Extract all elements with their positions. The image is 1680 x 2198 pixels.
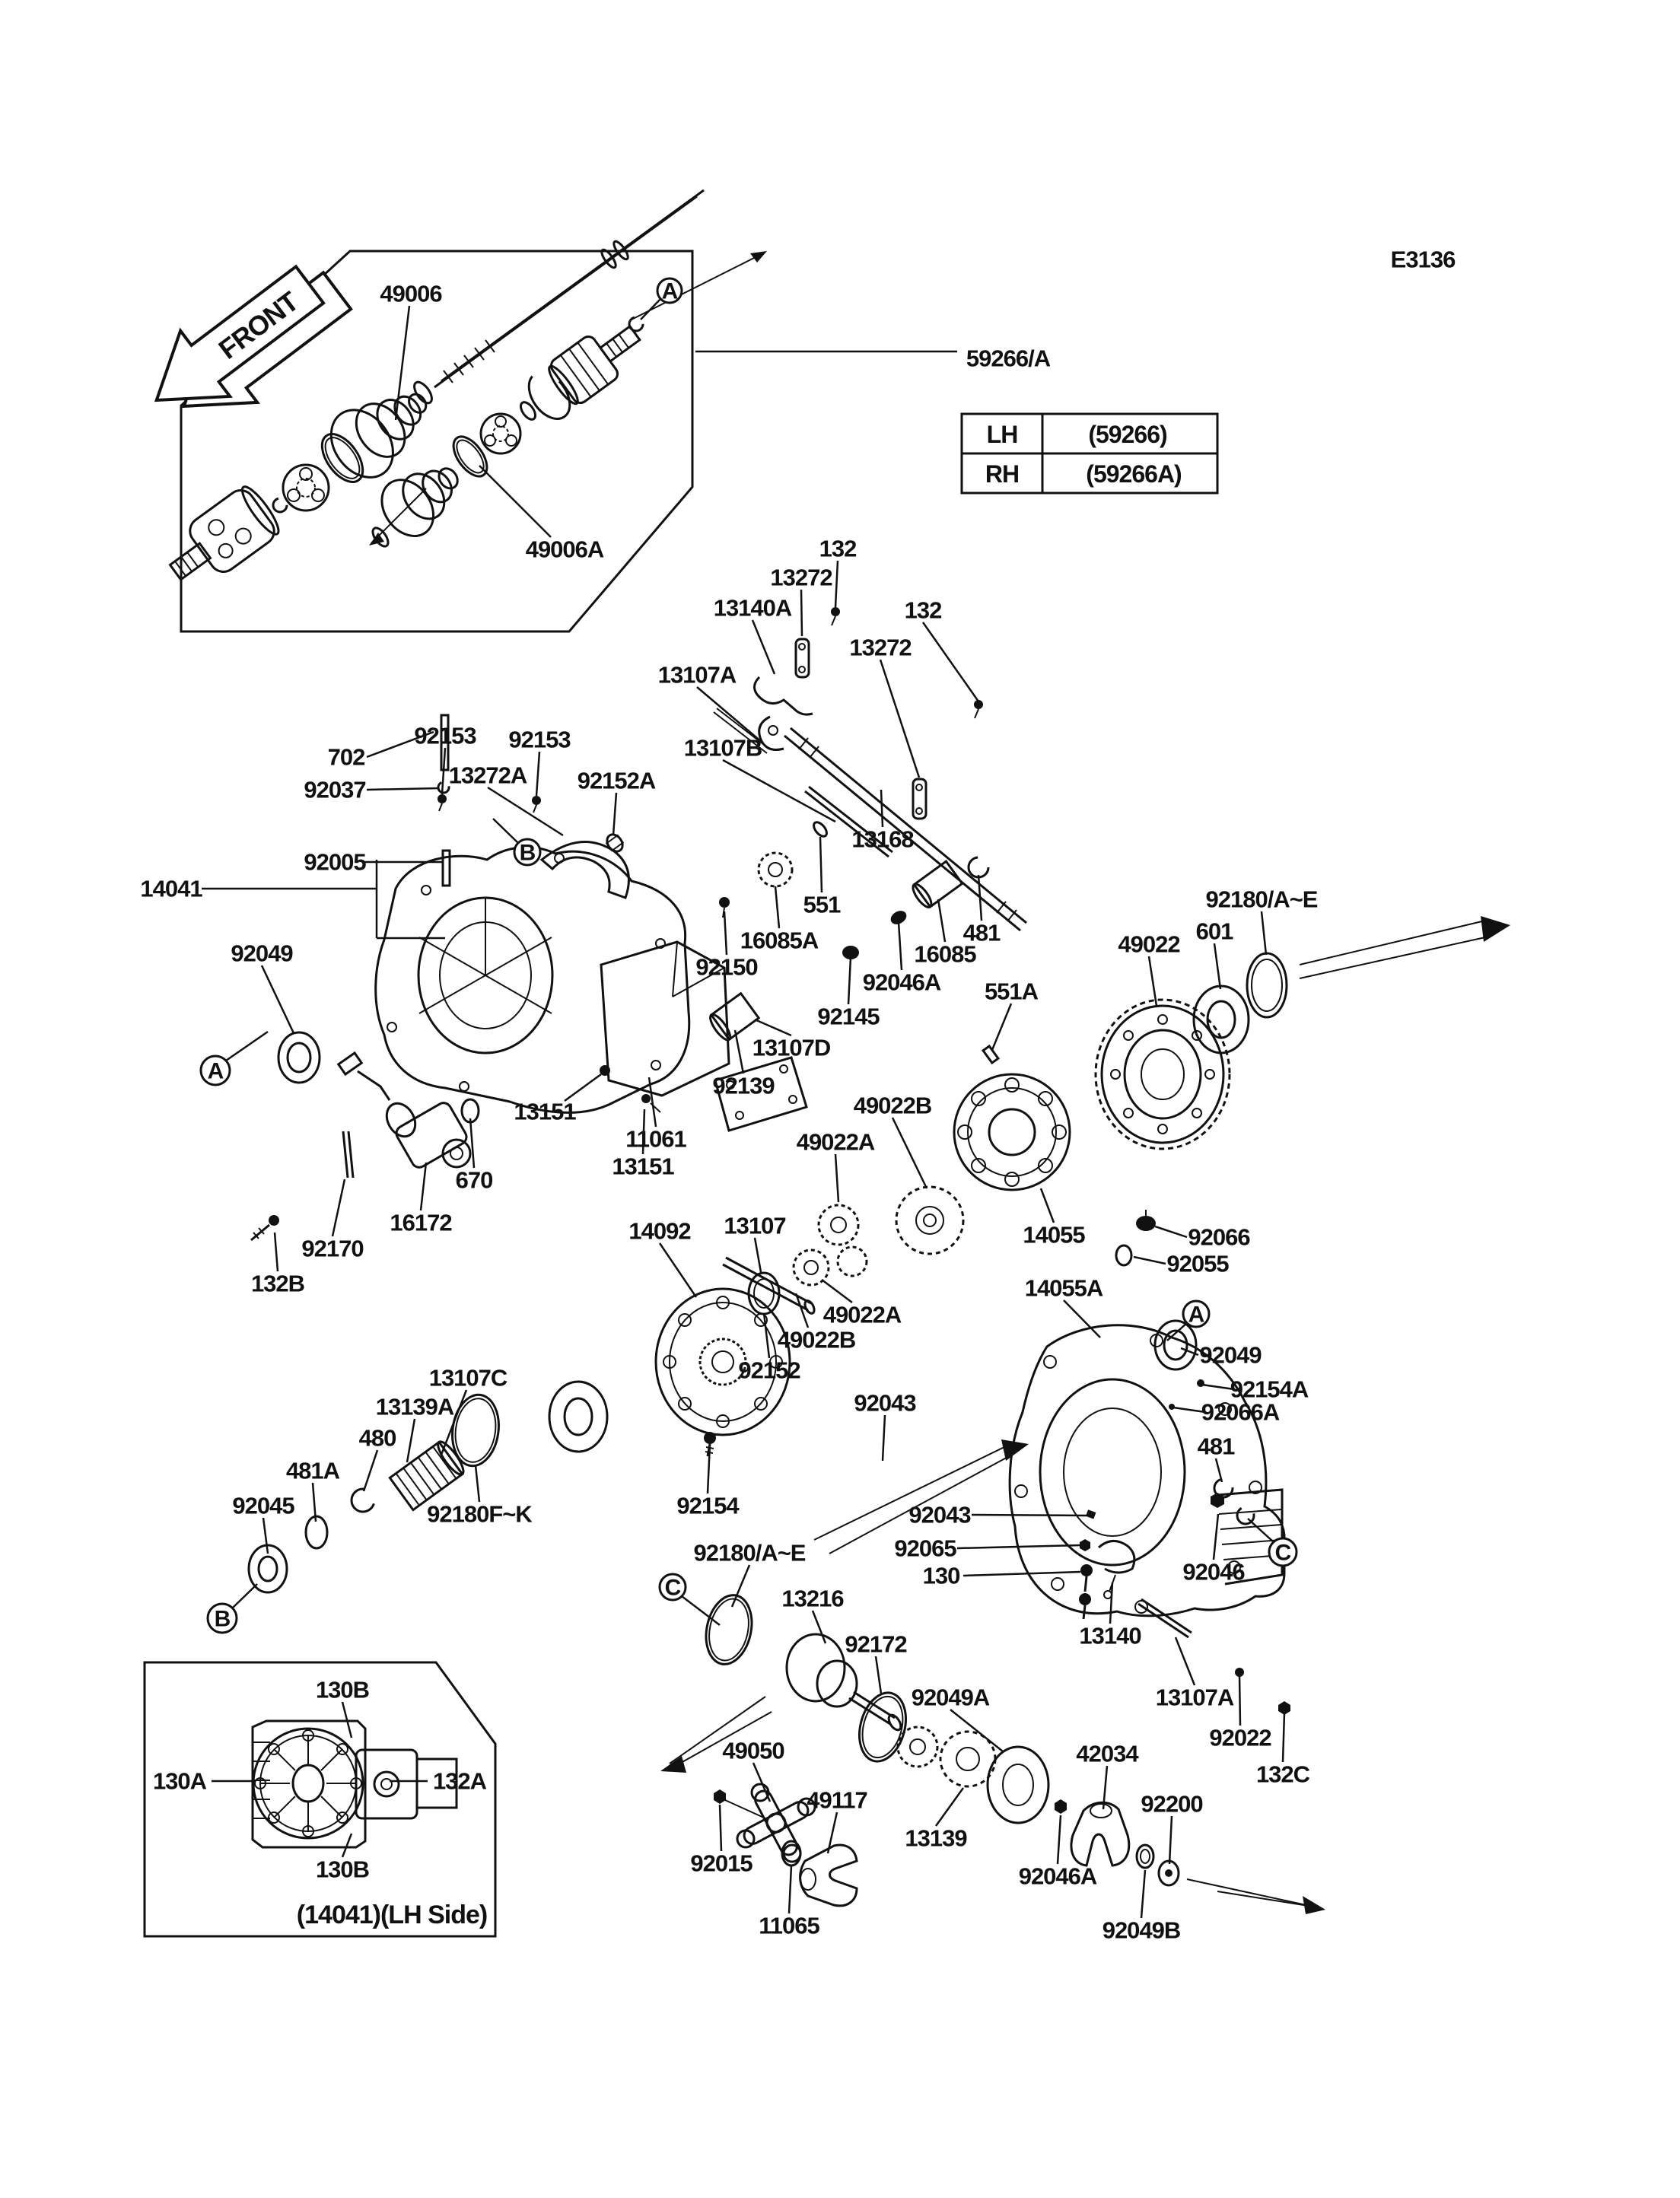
table-cell-rh-part: (59266A) xyxy=(1086,460,1182,488)
part-label-92150: 92150 xyxy=(695,953,758,981)
leader-line xyxy=(813,1611,826,1643)
leader-line xyxy=(876,1656,881,1694)
part-label-92200: 92200 xyxy=(1141,1790,1203,1818)
part-label-49117: 49117 xyxy=(807,1786,867,1814)
part-label-13140A: 13140A xyxy=(713,594,792,622)
leader-line xyxy=(880,660,919,778)
ref-circle-letter-B: B xyxy=(519,840,536,866)
part-label-702: 702 xyxy=(327,743,365,771)
leader-line xyxy=(950,1710,1003,1751)
leader-line xyxy=(1041,1188,1054,1223)
part-label-49022B: 49022B xyxy=(853,1092,932,1119)
ref-circle-letter-B: B xyxy=(214,1606,231,1632)
ring-gear-drawing xyxy=(1096,1000,1230,1149)
part-label-13107B: 13107B xyxy=(683,734,762,762)
part-label-92139: 92139 xyxy=(712,1072,775,1099)
ref-circle-leader xyxy=(1248,1519,1274,1542)
part-label-13272: 13272 xyxy=(849,634,912,661)
leader-line xyxy=(367,788,438,790)
leader-line xyxy=(755,1238,761,1272)
leader-line xyxy=(1169,1816,1172,1864)
leader-line xyxy=(476,1465,479,1502)
leader-line xyxy=(1262,911,1266,955)
part-label-92046: 92046 xyxy=(1182,1558,1245,1586)
leader-line xyxy=(963,1572,1080,1576)
leader-line xyxy=(1239,1675,1240,1726)
part-label-92043: 92043 xyxy=(908,1501,971,1528)
part-label-92180F~K: 92180F~K xyxy=(427,1500,532,1528)
leader-line xyxy=(1149,956,1157,1006)
part-label-130A: 130A xyxy=(152,1767,207,1795)
part-label-11065: 11065 xyxy=(759,1912,819,1939)
part-label-13272: 13272 xyxy=(770,564,832,591)
ref-circle-leader xyxy=(226,1032,268,1061)
ref-circle-letter-A: A xyxy=(207,1058,224,1084)
part-label-92145: 92145 xyxy=(817,1003,880,1030)
part-label-13107A: 13107A xyxy=(1155,1684,1234,1711)
part-label-49006A: 49006A xyxy=(525,536,604,563)
leader-line xyxy=(835,561,838,607)
leader-line xyxy=(820,837,822,892)
part-label-11061: 11061 xyxy=(625,1125,686,1153)
part-label-132C: 132C xyxy=(1255,1761,1310,1788)
leader-line xyxy=(848,957,851,1004)
part-label-132A: 132A xyxy=(432,1767,487,1795)
leader-line xyxy=(936,1788,963,1826)
part-label-49006: 49006 xyxy=(380,280,442,307)
part-label-92049: 92049 xyxy=(1199,1341,1262,1369)
part-label-49022A: 49022A xyxy=(822,1301,902,1328)
ref-circle-leader xyxy=(493,819,518,843)
part-label-16085A: 16085A xyxy=(740,927,819,954)
part-label-481: 481 xyxy=(1197,1433,1235,1460)
part-label-92154: 92154 xyxy=(676,1492,739,1519)
leader-line xyxy=(262,965,294,1033)
leader-line xyxy=(421,1163,426,1210)
leader-line xyxy=(720,1805,721,1851)
part-label-92172: 92172 xyxy=(845,1630,907,1658)
part-label-551A: 551A xyxy=(984,978,1039,1005)
page-code: E3136 xyxy=(1390,246,1456,273)
leader-line xyxy=(735,1030,743,1074)
part-label-92180/A~E: 92180/A~E xyxy=(1205,886,1318,913)
part-label-92055: 92055 xyxy=(1166,1250,1229,1277)
part-label-132: 132 xyxy=(819,535,857,562)
part-label-13139A: 13139A xyxy=(375,1393,454,1420)
ref-circle-letter-C: C xyxy=(1274,1540,1291,1566)
part-label-92154A: 92154A xyxy=(1230,1376,1309,1403)
leader-line xyxy=(479,466,551,537)
part-label-16085: 16085 xyxy=(914,940,976,968)
leader-line xyxy=(801,590,802,636)
drive-axle-drawing xyxy=(170,190,767,580)
part-label-13151: 13151 xyxy=(612,1153,674,1180)
leader-line xyxy=(755,1019,791,1035)
leader-line xyxy=(1141,1870,1145,1918)
leader-line xyxy=(342,1834,352,1857)
part-label-130: 130 xyxy=(922,1562,960,1589)
leader-line xyxy=(723,760,835,822)
table-cell-lh: LH xyxy=(986,421,1018,448)
leader-line xyxy=(775,886,779,928)
part-label-92153: 92153 xyxy=(414,722,476,749)
part-label-16172: 16172 xyxy=(390,1209,452,1236)
part-label-92015: 92015 xyxy=(690,1850,752,1877)
leader-line xyxy=(835,1154,838,1202)
leader-line xyxy=(724,911,727,955)
part-label-92180/A~E: 92180/A~E xyxy=(693,1539,806,1567)
leader-line xyxy=(660,1243,696,1297)
leader-line xyxy=(1134,1257,1166,1264)
part-label-130B: 130B xyxy=(315,1676,370,1703)
part-label-92066A: 92066A xyxy=(1201,1398,1280,1426)
part-label-481: 481 xyxy=(963,919,1001,946)
part-label-92049: 92049 xyxy=(231,940,293,967)
part-label-92066: 92066 xyxy=(1188,1223,1250,1251)
part-label-92045: 92045 xyxy=(232,1492,294,1519)
part-label-601: 601 xyxy=(1195,918,1233,945)
leader-line xyxy=(536,752,539,796)
part-label-92049B: 92049B xyxy=(1102,1916,1181,1944)
part-label-49022B: 49022B xyxy=(777,1326,856,1353)
part-label-42034: 42034 xyxy=(1076,1740,1138,1767)
leader-line xyxy=(822,1280,852,1303)
leader-line xyxy=(789,1866,791,1913)
part-label-49050: 49050 xyxy=(722,1737,784,1764)
left-parts-drawing xyxy=(249,1392,716,1592)
part-label-670: 670 xyxy=(455,1166,493,1194)
leader-line xyxy=(752,620,775,674)
leader-line xyxy=(1283,1713,1284,1762)
lh-side-inset xyxy=(145,1662,495,1936)
part-label-14092: 14092 xyxy=(628,1217,691,1245)
part-label-132B: 132B xyxy=(250,1270,305,1297)
part-label-14041: 14041 xyxy=(140,875,202,902)
part-label-13151: 13151 xyxy=(514,1098,576,1125)
part-label-13107: 13107 xyxy=(724,1212,786,1239)
part-label-13140: 13140 xyxy=(1079,1622,1141,1649)
leader-line xyxy=(613,793,616,835)
leader-line xyxy=(992,1004,1011,1050)
leader-line xyxy=(1202,1385,1234,1389)
leader-line xyxy=(364,1450,377,1491)
front-arrow-label: FRONT xyxy=(212,285,304,365)
part-label-49022: 49022 xyxy=(1118,930,1180,958)
part-label-14055: 14055 xyxy=(1023,1221,1085,1249)
leader-line xyxy=(732,1565,749,1607)
table-cell-lh-part: (59266) xyxy=(1088,421,1167,448)
cv-boot-inner xyxy=(371,449,473,546)
leader-line xyxy=(881,790,883,827)
leader-line xyxy=(1155,1226,1187,1237)
ref-circle-leader xyxy=(641,299,660,320)
part-label-92046A: 92046A xyxy=(862,969,941,996)
leader-line xyxy=(263,1518,268,1554)
part-label-132: 132 xyxy=(904,596,942,624)
part-label-59266/A: 59266/A xyxy=(966,345,1051,372)
part-label-13107C: 13107C xyxy=(428,1364,508,1392)
leader-line xyxy=(470,1118,474,1168)
leader-line xyxy=(1058,1815,1061,1864)
part-label-92037: 92037 xyxy=(304,776,366,803)
part-label-92065: 92065 xyxy=(894,1535,956,1562)
part-label-551: 551 xyxy=(803,891,841,918)
leader-line xyxy=(1214,943,1220,989)
part-label-92170: 92170 xyxy=(301,1235,364,1262)
part-label-92046A: 92046A xyxy=(1018,1862,1097,1890)
part-label-13272A: 13272A xyxy=(448,762,527,789)
diff-carrier-drawing xyxy=(954,1074,1070,1190)
variant-table xyxy=(962,414,1217,493)
diff-gears-drawing xyxy=(549,953,1287,1452)
part-label-481A: 481A xyxy=(285,1457,340,1484)
ref-circle-letter-A: A xyxy=(661,278,678,304)
leader-line xyxy=(1216,1458,1222,1482)
part-label-130B: 130B xyxy=(315,1856,370,1883)
part-label-92152A: 92152A xyxy=(577,767,656,794)
part-label-49022A: 49022A xyxy=(796,1128,875,1156)
leader-line xyxy=(488,787,563,835)
part-label-92153: 92153 xyxy=(508,726,571,753)
table-cell-rh: RH xyxy=(985,460,1020,488)
leader-line xyxy=(883,1415,885,1461)
leader-line xyxy=(275,1233,278,1271)
leader-line xyxy=(923,622,978,701)
part-label-480: 480 xyxy=(358,1424,396,1452)
part-label-92043: 92043 xyxy=(854,1389,916,1417)
part-label-14055A: 14055A xyxy=(1024,1274,1103,1302)
part-label-13107D: 13107D xyxy=(752,1034,831,1061)
inset-caption: (14041)(LH Side) xyxy=(296,1901,488,1929)
ref-circle-leader xyxy=(232,1584,257,1608)
leader-line xyxy=(972,1515,1087,1516)
part-label-13168: 13168 xyxy=(851,825,914,853)
part-label-92152: 92152 xyxy=(738,1357,800,1384)
part-label-13139: 13139 xyxy=(905,1824,967,1852)
leader-line xyxy=(1176,1637,1195,1685)
leader-line xyxy=(565,1074,601,1101)
leader-line xyxy=(1064,1300,1100,1338)
leader-line xyxy=(407,1419,415,1462)
leader-line xyxy=(899,922,902,970)
leader-line xyxy=(1173,1408,1205,1412)
leader-line xyxy=(938,899,945,942)
ref-circle-leader xyxy=(682,1596,720,1625)
ref-circle-letter-A: A xyxy=(1188,1302,1204,1328)
part-label-13107A: 13107A xyxy=(657,661,737,689)
part-label-92049A: 92049A xyxy=(911,1684,990,1711)
part-label-92005: 92005 xyxy=(304,848,366,876)
part-label-92022: 92022 xyxy=(1209,1724,1271,1751)
part-label-13216: 13216 xyxy=(781,1585,844,1612)
leader-line xyxy=(1214,1514,1218,1560)
leader-line xyxy=(332,1179,345,1236)
leader-line xyxy=(892,1118,927,1188)
ref-circle-letter-C: C xyxy=(664,1575,681,1601)
